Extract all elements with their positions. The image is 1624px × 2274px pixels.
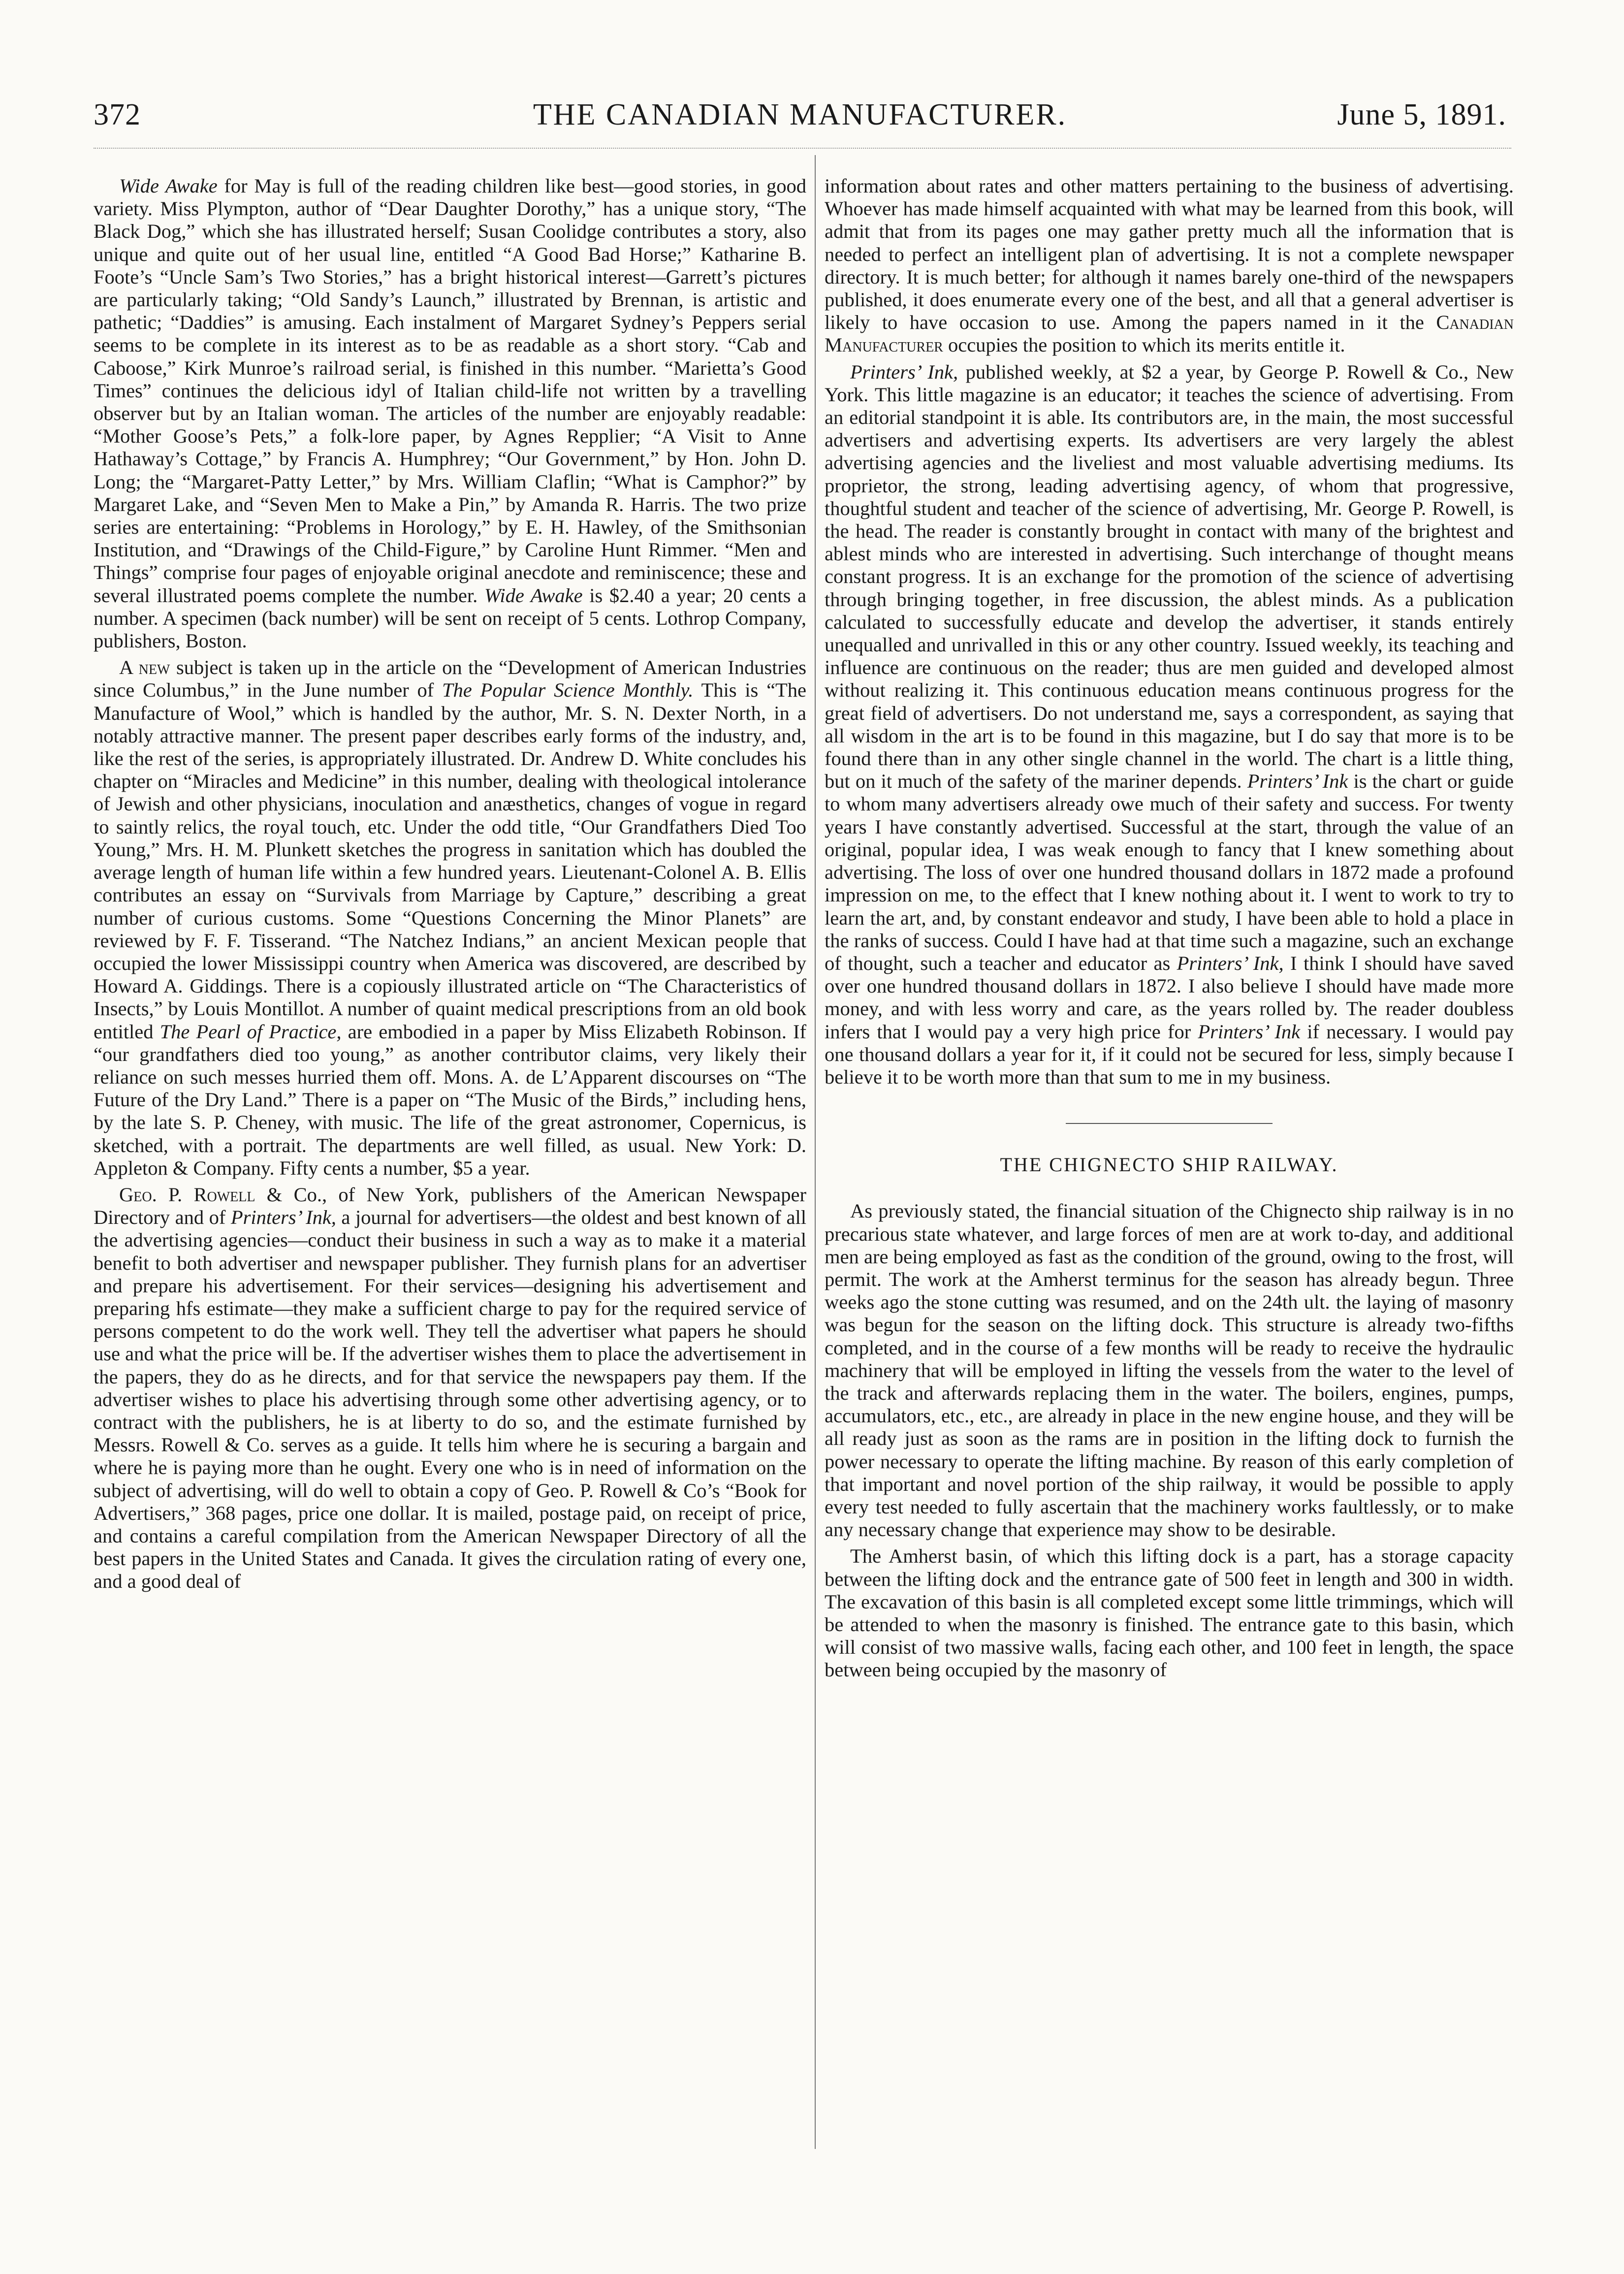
inline-title: Wide Awake [484,584,583,607]
body-text: & Co., of New York, publishers of the American Newspaper Directory and of [94,1183,806,1229]
body-text: is $2.40 a year; 20 cents a number. A specimen (back number) will be sent on receipt of 5 cents. Lothrop Company, publishers, Boston. [94,584,806,652]
body-text: a journal for advertisers—the oldest and best known of all the advertising agencies—conduct their business in such a way as to make it a material benefit to both advertiser and newspaper publisher. They furnish plans for an advertiser and prepare his advertisement. For their services—designing his advertisement and preparing hfs estimate—they make a sufficient charge to pay for the required service of persons competent to do the work well. They tell the advertiser what papers he should use and what the price will be. If the advertiser wishes them to place the advertisement in the papers, they do as he directs, and for that service the newspapers pay them. If the advertiser wishes to place his advertising through some other advertising agency, or to contract with the publishers, he is at liberty to do so, and the estimate furnished by Messrs. Rowell & Co. serves as a guide. It tells him where he is securing a bargain and where he is paying more than he ought. Every one who is in need of information on the subject of advertising, will do well to obtain a copy of Geo. P. Rowell & Co’s “Book for Advertisers,” 368 pages, price one dollar. It is mailed, postage paid, on receipt of price, and contains a careful compilation from the American Newspaper Directory of all the best papers in the United States and Canada. It gives the circulation rating of every one, and a good deal of [94,1206,806,1593]
lead-words: Geo. P. Rowell [119,1183,255,1206]
page-header [94,97,1506,142]
chignecto-paragraph-2: The Amherst basin, of which this lifting dock is a part, has a storage capacity between the lifting dock and the entrance gate of 500 feet in length and 300 in width. The excavation of this basin is all completed except some little trimmings, which will be attended to when the masonry is finished. The entrance gate to this basin, which will consist of two massive walls, facing each other, and 100 feet in length, the space between being occupied by the masonry of [825,1545,1514,1681]
chignecto-paragraph-1: As previously stated, the financial situation of the Chignecto ship railway is in no precarious state whatever, and large forces of men are at work to-day, and additional men are being employed as fast as the condition of the ground, owing to the frost, will permit. The work at the Amherst terminus for the season has already begun. Three weeks ago the stone cutting was resumed, and on the 24th ult. the laying of masonry was begun for the season on the lifting dock. This structure is already two-fifths completed, and in the course of a few months will be ready to receive the hydraulic machinery that will be employed in lifting the vessels from the water to the level of the track and afterwards replacing them in the water. The boilers, engines, pumps, accumulators, etc., etc., are already in place in the new engine house, and they will be all ready just as soon as the rams are in position in the lifting dock to furnish the power necessary to operate the lifting machine. By reason of this early completion of that important and novel portion of the ship railway, it would be possible to apply every test needed to fully ascertain that the machinery works faultlessly, or to make any necessary change that experience may show to be desirable. [825,1200,1514,1541]
body-text: I think I should have saved over one hundred thousand dollars in 1872. I also believe I should have made more money, and with less worry and care, as the years rolled by. The reader doubless infers that I would pay a very high price for [825,952,1514,1043]
lead-words: A new [119,656,170,679]
body-text: subject is taken up in the article on the “Development of American Industries since Columbus,” in the June number of [94,656,807,702]
inline-title: Printers’ Ink, [230,1206,336,1229]
body-text: for May is full of the reading children like best—good stories, in good variety. Miss Plympton, author of “Dear Daughter Dorothy,” has a unique story, “The Black Dog,” which she has illustrated herself; Susan Coolidge contributes a story, also unique and quite out of her usual line, entitled “A Good Bad Horse;” Katharine B. Foote’s “Uncle Sam’s Two Stories,” has a bright historical interest—Garrett’s pictures are particularly taking; “Old Sandy’s Launch,” illustrated by Brennan, is artistic and pathetic; “Daddies” is amusing. Each instalment of Margaret Sydney’s Peppers serial seems to be complete in its interest as to be as readable as a short story. “Cab and Caboose,” Kirk Munroe’s railroad serial, is finished in this number. “Marietta’s Good Times” continues the delicious idyl of Italian child-life not written by a travelling observer but by an Italian woman. The articles of the number are enjoyably readable: “Mother Goose’s Pets,” a folk-lore paper, by Agnes Repplier; “A Visit to Anne Hathaway’s Cottage,” by Francis A. Humphrey; “Our Government,” by Hon. John D. Long; the “Margaret-Patty Letter,” by Mrs. William Claflin; “What is Camphor?” by Margaret Lake, and “Seven Men to Make a Pin,” by Amanda R. Harris. The two prize series are entertaining: “Problems in Horology,” by E. H. Hawley, of the Smithsonian Institution, and “Drawings of the Child-Figure,” by Caroline Hunt Rimmer. “Men and Things” comprise four pages of enjoyable original anecdote and reminiscence; these and several illustrated poems complete the number. [94,175,807,607]
inline-title: The Popular Science Monthly. [442,679,694,702]
header-rule [94,148,1511,150]
lead-title: Wide Awake [119,175,218,197]
body-text: information about rates and other matters pertaining to the business of advertising. Whoever has made himself acquainted with what may be learned from this book, will admit that from its pages one may gather pretty much all the information that is needed to perfect an intelligent plan of advertising. It is not a complete newspaper directory. It is much better; for although it names barely one-third of the newspapers published, it does enumerate every one of the best, and all that a general advertiser is likely to have occasion to use. Among the papers named in it the [825,175,1514,334]
journal-title: THE CANADIAN MANUFACTURER. [533,98,1067,131]
inline-title: Printers’ Ink [1247,770,1348,793]
inline-title: The Pearl of Practice, [159,1020,342,1043]
article-wide-awake [94,175,806,652]
article-printers-ink [825,361,1514,1089]
page-number: 372 [94,98,141,131]
article-rowell-continued [825,175,1514,357]
article-rowell [94,1184,806,1593]
body-text: if necessary. I would pay one thousand dollars a year for it, if it could not be secured for less, simply because I believe it to be worth more than that sum to me in my business. [825,1020,1514,1088]
inline-title: Printers’ Ink [1198,1020,1301,1043]
body-text: is the chart or guide to whom many advertisers already owe much of their safety and success. For twenty years I have constantly advertised. Successful at the start, through the value of an original, popular idea, I was weak enough to fancy that I knew something about advertising. The loss of over one hundred thousand dollars in 1872 made a profound impression on me, to the effect that I knew nothing about it. I went to work to try to learn the art, and, by constant endeavor and study, I have been able to hold a place in the ranks of success. Could I have had at that time such a magazine, such an exchange of thought, such a teacher and educator as [825,770,1514,974]
inline-title: Printers’ Ink, [850,360,958,383]
inline-title: Printers’ Ink, [1177,952,1284,974]
column-divider [815,155,816,2149]
body-text: are embodied in a paper by Miss Elizabeth Robinson. If “our grandfathers died too young,” as another contributor claims, very likely their reliance on such messes hurried them off. Mons. A. de L’Apparent discourses on “The Future of the Dry Land.” There is a paper on “The Music of the Birds,” including hens, by the late S. P. Cheney, with music. The life of the great astronomer, Copernicus, is sketched, with a portrait. The departments are well filled, as usual. New York: D. Appleton & Company. Fifty cents a number, $5 a year. [94,1020,806,1179]
section-heading: THE CHIGNECTO SHIP RAILWAY. [1000,1153,1338,1176]
right-column [825,175,1514,1686]
body-text: published weekly, at $2 a year, by George P. Rowell & Co., New York. This little magazine is an educator; it teaches the science of advertising. From an editorial standpoint it is able. Its contributors are, in the main, the most successful advertisers and advertising experts. Its advertisers are very largely the ablest advertising agencies and the liveliest and most valuable advertising mediums. Its proprietor, the strong, leading advertising agency, of whom that progressive, thoughtful student and teacher of the science of advertising, Mr. George P. Rowell, is the head. The reader is constantly brought in contact with many of the brightest and ablest minds who are interested in advertising. Such interchange of thought means constant progress. It is an exchange for the promotion of the science of advertising through bringing together, in free discussion, the ablest minds. As a publication calculated to successfully educate and develop the advertiser, it stands entirely unequalled and unrivalled in this or any other country. Issued weekly, its teaching and influence are continuous on the reader; thus are men guided and developed almost without realizing it. This continuous education means continuous progress for the great field of advertisers. Do not understand me, says a correspondent, as saying that all wisdom in the art is to be found in this magazine, but I do say that more is to be found there than in any other single channel in the world. The chart is a little thing, but on it much of the safety of the mariner depends. [825,360,1514,793]
left-column [94,175,806,1597]
publication-name: Canadian Manufacturer [825,311,1514,356]
article-popular-science [94,656,806,1180]
body-text: occupies the position to which its merits entitle it. [943,334,1345,356]
section-separator [1066,1123,1273,1124]
body-text: This is “The Manufacture of Wool,” which is handled by the author, Mr. S. N. Dexter North, in a notably attractive manner. The present paper describes early forms of the industry, and, like the rest of the series, is appropriately illustrated. Dr. Andrew D. White concludes his chapter on “Miracles and Medicine” in this number, dealing with theological intolerance of Jewish and other physicians, inoculation and anæsthetics, changes of vogue in regard to saintly relics, the royal touch, etc. Under the odd title, “Our Grandfathers Died Too Young,” Mrs. H. M. Plunkett sketches the progress in sanitation which has doubled the average length of human life within a few hundred years. Lieutenant-Colonel A. B. Ellis contributes an essay on “Survivals from Marriage by Capture,” describing a great number of curious customs. Some “Questions Concerning the Minor Planets” are reviewed by F. F. Tisserand. “The Natchez Indians,” an ancient Mexican people that occupied the lower Mississippi country when America was discovered, are described by Howard A. Giddings. There is a copiously illustrated article on “The Characteristics of Insects,” by Louis Montillot. A number of quaint medical prescriptions from an old book entitled [94,679,807,1043]
issue-date: June 5, 1891. [1337,98,1506,131]
